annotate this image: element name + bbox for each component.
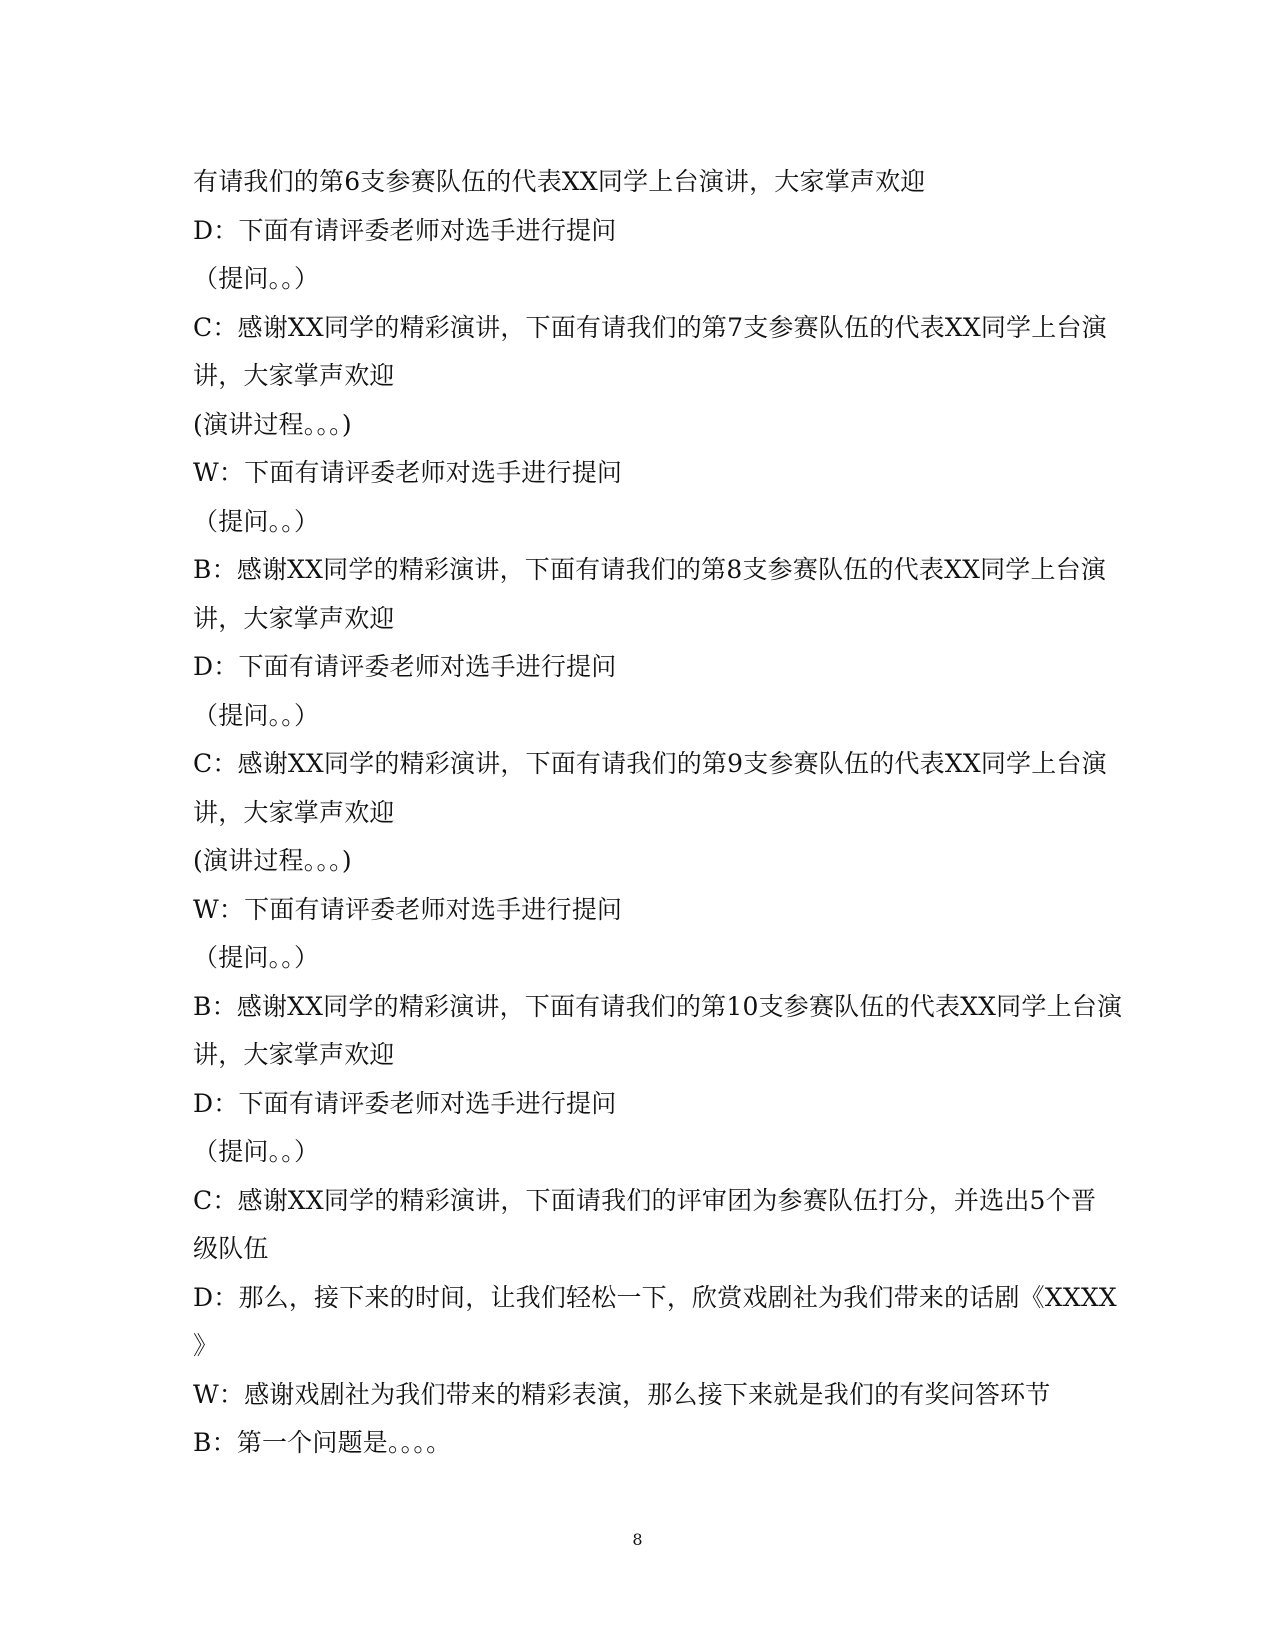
text-line: C：感谢XX同学的精彩演讲，下面有请我们的第7支参赛队伍的代表XX同学上台演 [193,312,1107,342]
text-line: D：下面有请评委老师对选手进行提问 [193,652,617,681]
text-line: D：那么，接下来的时间，让我们轻松一下，欣赏戏剧社为我们带来的话剧《XXXX [193,1282,1117,1312]
page-number: 8 [632,1530,643,1549]
text-line: 讲，大家掌声欢迎 [193,361,395,390]
text-line: 讲，大家掌声欢迎 [193,603,395,633]
text-line: 讲，大家掌声欢迎 [193,1040,395,1069]
text-line: 有请我们的第6支参赛队伍的代表XX同学上台演讲，大家掌声欢迎 [193,167,926,196]
text-line: (演讲过程。。。) [193,409,352,439]
text-line: （提问。。） [193,264,320,293]
document-body [193,158,1123,1468]
text-line: （提问。。） [193,1137,320,1166]
text-line: D：下面有请评委老师对选手进行提问 [193,215,617,245]
text-line: B：第一个问题是。。。。 [193,1428,452,1457]
text-line: B：感谢XX同学的精彩演讲，下面有请我们的第8支参赛队伍的代表XX同学上台演 [193,555,1107,584]
text-line: 讲，大家掌声欢迎 [193,797,395,827]
text-line: C：感谢XX同学的精彩演讲，下面请我们的评审团为参赛队伍打分，并选出5个晋 [193,1185,1097,1215]
text-line: (演讲过程。。。) [193,846,352,875]
text-line: C：感谢XX同学的精彩演讲，下面有请我们的第9支参赛队伍的代表XX同学上台演 [193,749,1107,778]
text-line: （提问。。） [193,943,320,972]
text-line: （提问。。） [193,700,320,730]
text-line: W：下面有请评委老师对选手进行提问 [193,894,623,924]
text-line: D：下面有请评委老师对选手进行提问 [193,1088,617,1118]
text-line: B：感谢XX同学的精彩演讲，下面有请我们的第10支参赛队伍的代表XX同学上台演 [193,991,1123,1021]
text-line: （提问。。） [193,506,320,536]
text-line: 》 [193,1331,219,1360]
text-line: W：感谢戏剧社为我们带来的精彩表演，那么接下来就是我们的有奖问答环节 [193,1379,1051,1409]
text-line: W：下面有请评委老师对选手进行提问 [193,458,623,487]
text-line: 级队伍 [193,1234,269,1263]
